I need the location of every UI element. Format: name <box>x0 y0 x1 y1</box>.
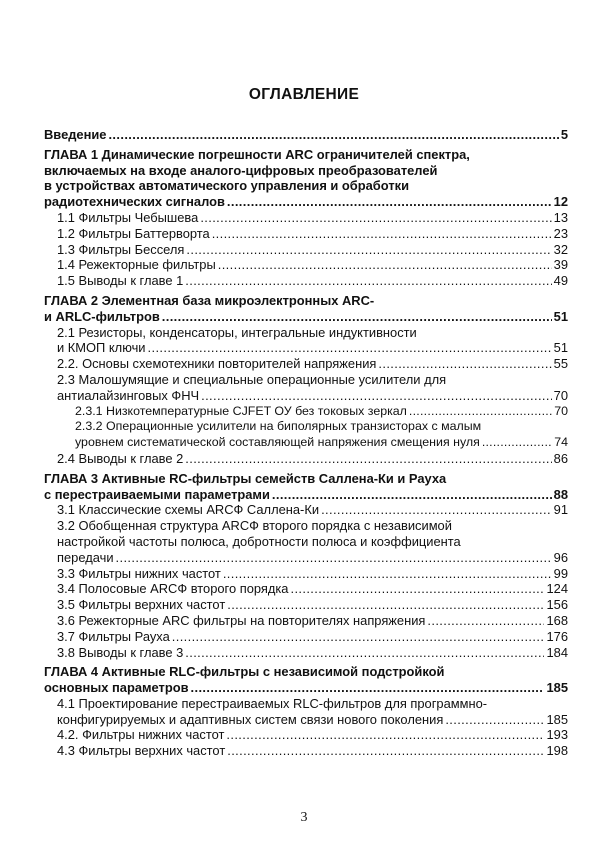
dot-leader <box>116 550 552 566</box>
dot-leader <box>226 727 544 743</box>
toc-entry-text: и КМОП ключи <box>57 340 146 356</box>
toc-entry-text: с перестраиваемыми параметрами <box>44 486 270 502</box>
toc-page-number: 198 <box>546 743 568 759</box>
toc-chapter[interactable] <box>44 664 568 696</box>
toc-section[interactable] <box>44 226 568 242</box>
dot-leader <box>148 340 552 356</box>
toc-entry-text: 1.2 Фильтры Баттерворта <box>57 225 210 241</box>
toc-section[interactable] <box>44 257 568 273</box>
toc-page-number: 176 <box>546 628 568 644</box>
dot-leader <box>200 210 551 226</box>
toc-page-number: 39 <box>553 257 568 273</box>
toc-entry-text: 4.1 Проектирование перестраиваемых RLC-фильтров для программно- <box>57 695 488 711</box>
toc-page-number: 32 <box>553 241 568 257</box>
toc-page-number: 55 <box>553 356 568 372</box>
toc-entry-text: 3.1 Классические схемы ARCФ Саллена-Ки <box>57 502 320 518</box>
toc-section[interactable] <box>44 273 568 289</box>
dot-leader <box>227 743 544 759</box>
toc-page-number: 12 <box>553 194 568 210</box>
toc-section[interactable] <box>44 743 568 759</box>
toc-section[interactable] <box>44 566 568 582</box>
toc-page-number: 156 <box>546 597 568 613</box>
toc-section[interactable] <box>44 645 568 661</box>
toc-section[interactable] <box>44 696 568 728</box>
toc-entry-text: 2.4 Выводы к главе 2 <box>57 450 184 466</box>
toc-page-number: 124 <box>546 581 568 597</box>
dot-leader <box>227 597 544 613</box>
toc-entry-text: настройкой частоты полюса, добротности полюса и коэффициента <box>57 533 461 549</box>
dot-leader <box>227 194 552 210</box>
toc-entry-text: 4.3 Фильтры верхних частот <box>57 743 226 759</box>
dot-leader <box>185 645 544 661</box>
table-of-contents <box>44 127 568 759</box>
toc-entry-text: ГЛАВА 3 Активные RC-фильтры семейств Саллена-Ки и Рауха <box>44 470 447 486</box>
toc-section[interactable] <box>44 451 568 467</box>
toc-entry-text: и ARLC-фильтров <box>44 308 160 324</box>
dot-leader <box>409 404 552 420</box>
toc-section[interactable] <box>44 502 568 518</box>
toc-entry-text: конфигурируемых и адаптивных систем связи нового поколения <box>57 711 444 727</box>
toc-page-number: 185 <box>546 680 568 696</box>
dot-leader <box>218 257 552 273</box>
toc-section[interactable] <box>44 419 568 451</box>
toc-entry-text: в устройствах автоматического управления и обработки <box>44 178 410 194</box>
toc-entry-text: 3.3 Фильтры нижних частот <box>57 565 221 581</box>
toc-section[interactable] <box>44 372 568 404</box>
dot-leader <box>290 581 544 597</box>
toc-entry-text: 1.4 Режекторные фильтры <box>57 257 216 273</box>
toc-entry-text: основных параметров <box>44 680 189 696</box>
toc-entry-text: 3.6 Режекторные ARC фильтры на повторителях напряжения <box>57 612 426 628</box>
toc-entry-text: 2.3 Малошумящие и специальные операционные усилители для <box>57 371 447 387</box>
toc-entry-text: передачи <box>57 549 114 565</box>
dot-leader <box>223 566 552 582</box>
toc-section[interactable] <box>44 629 568 645</box>
toc-page-number: 23 <box>553 225 568 241</box>
toc-section[interactable] <box>44 597 568 613</box>
toc-entry-text: 3.5 Фильтры верхних частот <box>57 597 226 613</box>
dot-leader <box>162 309 552 325</box>
toc-entry-text: Введение <box>44 127 107 142</box>
dot-leader <box>186 242 551 258</box>
toc-entry-text: 2.3.1 Низкотемпературные CJFET ОУ без токовых зеркал <box>75 403 407 418</box>
toc-page-number: 185 <box>546 711 568 727</box>
toc-entry-text: 2.2. Основы схемотехники повторителей напряжения <box>57 356 377 372</box>
toc-entry-text: уровнем систематической составляющей напряжения смещения нуля <box>75 435 480 450</box>
dot-leader <box>108 127 558 143</box>
dot-leader <box>212 226 552 242</box>
toc-section[interactable] <box>44 518 568 565</box>
toc-section[interactable] <box>44 210 568 226</box>
toc-section[interactable] <box>44 404 568 420</box>
toc-chapter[interactable] <box>44 147 568 210</box>
toc-entry-text: 2.1 Резисторы, конденсаторы, интегральные индуктивности <box>57 324 417 340</box>
dot-leader <box>185 273 551 289</box>
dot-leader <box>321 502 552 518</box>
dot-leader <box>201 388 552 404</box>
toc-page-number: 96 <box>553 549 568 565</box>
page-title: ОГЛАВЛЕНИЕ <box>248 86 360 103</box>
toc-entry-text: 2.3.2 Операционные усилители на биполярных транзисторах с малым <box>75 419 482 434</box>
toc-page-number: 5 <box>560 127 568 142</box>
toc-section[interactable] <box>44 356 568 372</box>
toc-page-number: 70 <box>554 403 568 418</box>
dot-leader <box>172 629 545 645</box>
dot-leader <box>445 712 544 728</box>
toc-entry-text: 4.2. Фильтры нижних частот <box>57 727 225 743</box>
toc-chapter[interactable] <box>44 293 568 325</box>
dot-leader <box>482 435 552 451</box>
toc-entry-text: 1.3 Фильтры Бесселя <box>57 241 185 257</box>
toc-entry-text: включаемых на входе аналого-цифровых преобразователей <box>44 162 438 178</box>
toc-page-number: 49 <box>553 273 568 289</box>
toc-section[interactable] <box>44 613 568 629</box>
toc-entry-text: 3.2 Обобщенная структура ARCФ второго порядка с независимой <box>57 518 452 534</box>
toc-page-number: 86 <box>553 450 568 466</box>
toc-page-number: 51 <box>553 308 568 324</box>
dot-leader <box>378 356 551 372</box>
toc-section[interactable] <box>44 325 568 357</box>
page-number: 3 <box>300 810 308 825</box>
dot-leader <box>191 680 545 696</box>
toc-chapter[interactable] <box>44 471 568 503</box>
toc-page-number: 193 <box>546 727 568 743</box>
toc-entry-text: 3.4 Полосовые ARCФ второго порядка <box>57 581 289 597</box>
toc-entry-text: 3.7 Фильтры Рауха <box>57 628 170 644</box>
toc-page-number: 74 <box>554 435 568 450</box>
toc-page-number: 13 <box>553 209 568 225</box>
toc-page-number: 88 <box>553 486 568 502</box>
toc-entry-text: 3.8 Выводы к главе 3 <box>57 644 184 660</box>
toc-entry-text: ГЛАВА 4 Активные RLC-фильтры с независимой подстройкой <box>44 664 445 680</box>
toc-page-number: 184 <box>546 644 568 660</box>
dot-leader <box>185 451 551 467</box>
toc-entry-text: 1.1 Фильтры Чебышева <box>57 209 199 225</box>
dot-leader <box>427 613 544 629</box>
toc-page-number: 91 <box>553 502 568 518</box>
dot-leader <box>272 487 552 503</box>
toc-entry-text: ГЛАВА 1 Динамические погрешности ARC ограничителей спектра, <box>44 146 470 162</box>
toc-entry-text: 1.5 Выводы к главе 1 <box>57 273 184 289</box>
toc-section[interactable] <box>44 581 568 597</box>
toc-page-number: 51 <box>553 340 568 356</box>
toc-entry-text: антиалайзинговых ФНЧ <box>57 387 200 403</box>
toc-entry-text: радиотехнических сигналов <box>44 194 225 210</box>
toc-section[interactable] <box>44 242 568 258</box>
toc-page-number: 168 <box>546 612 568 628</box>
toc-section[interactable] <box>44 727 568 743</box>
toc-page-number: 99 <box>553 565 568 581</box>
toc-entry-text: ГЛАВА 2 Элементная база микроэлектронных ARC- <box>44 292 375 308</box>
toc-chapter[interactable] <box>44 127 568 143</box>
toc-page-number: 70 <box>553 387 568 403</box>
